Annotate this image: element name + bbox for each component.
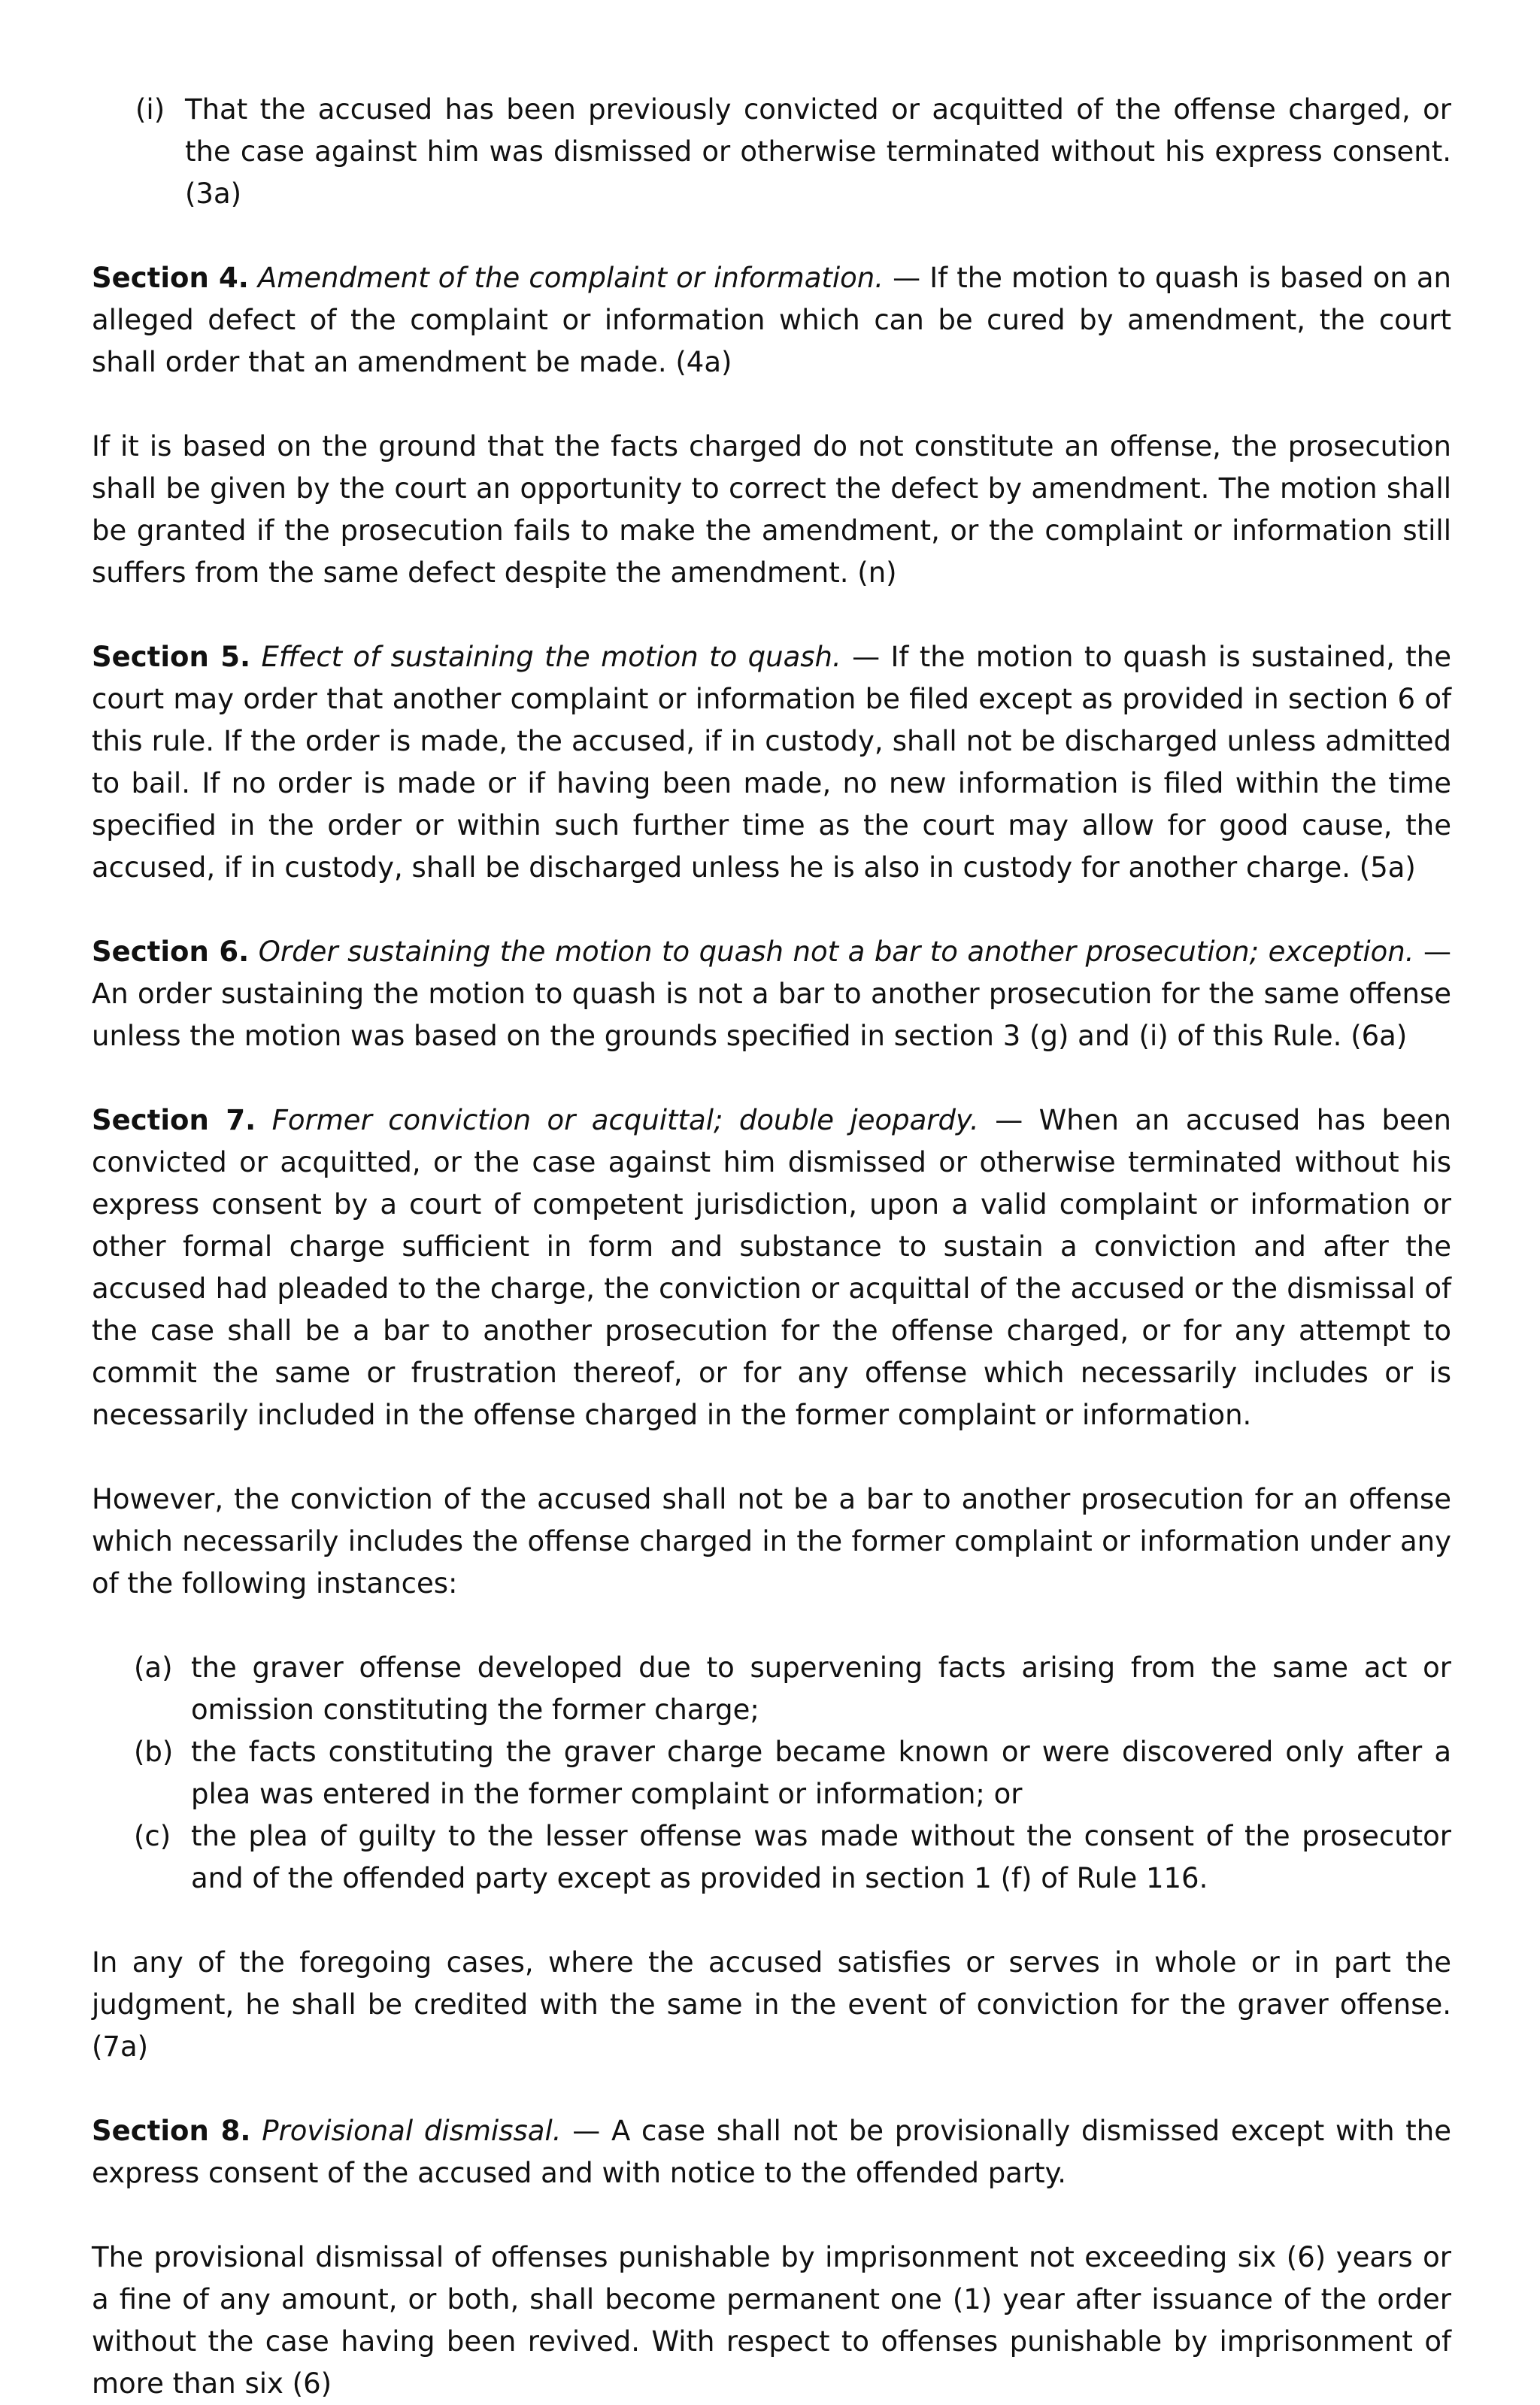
section-8-paragraph-2: The provisional dismissal of offenses punishable by imprisonment not exceeding six (6) years or a fine of any amount, or both, shall become permanent one (1) year after issuance of the order without the case having been revived. With respect to offenses punishable by imprisonment of more than six (6) xyxy=(92,2241,1451,2400)
section-8-paragraph xyxy=(92,2110,1451,2194)
list-item-i xyxy=(135,89,1451,215)
list-item-label: (a) xyxy=(134,1651,173,1684)
document-page xyxy=(92,89,1451,2405)
list-item-b xyxy=(134,1731,1451,1815)
list-item-label: (b) xyxy=(134,1736,174,1768)
section-4-body: — If the motion to quash is based on an alleged defect of the complaint or information which can be cured by amendment, the court shall order that an amendment be made. (4a) xyxy=(92,262,1452,378)
section-4-label: Section 4. xyxy=(92,262,249,294)
section-7-paragraph-2: However, the conviction of the accused shall not be a bar to another prosecution for an offense which necessarily includes the offense charged in the former complaint or information under any of the following instances: xyxy=(92,1483,1451,1600)
section-6-title: Order sustaining the motion to quash not a bar to another prosecution; exception. xyxy=(258,936,1414,968)
list-item-a xyxy=(134,1647,1451,1731)
section-6-paragraph xyxy=(92,931,1451,1057)
list-item-text: the facts constituting the graver charge became known or were discovered only after a plea was entered in the former complaint or information; or xyxy=(191,1736,1451,1810)
section-6-label: Section 6. xyxy=(92,936,250,968)
section-8-label: Section 8. xyxy=(92,2115,251,2147)
section-7-paragraph xyxy=(92,1099,1451,1436)
section-7-body: — When an accused has been convicted or acquitted, or the case against him dismissed or otherwise terminated without his express consent by a court of competent jurisdiction, upon a valid complaint or information or other formal charge sufficient in form and substance to sustain a conviction and after the accused had pleaded to the charge, the conviction or acquittal of the accused or the dismissal of the case shall be a bar to another prosecution for the offense charged, or for any attempt to commit the same or frustration thereof, or for any offense which necessarily includes or is necessarily included in the offense charged in the former complaint or information. xyxy=(92,1104,1451,1431)
section-5-label: Section 5. xyxy=(92,641,251,673)
section-5-body: — If the motion to quash is sustained, the court may order that another complaint or information be filed except as provided in section 6 of this rule. If the order is made, the accused, if in custody, shall not be discharged unless admitted to bail. If no order is made or if having been made, no new information is filed within the time specified in the order or within such further time as the court may allow for good cause, the accused, if in custody, shall be discharged unless he is also in custody for another charge. (5a) xyxy=(92,641,1451,884)
section-8-title: Provisional dismissal. xyxy=(262,2115,562,2147)
list-item-text: the plea of guilty to the lesser offense was made without the consent of the prosecutor and of the offended party except as provided in section 1 (f) of Rule 116. xyxy=(191,1820,1451,1894)
section-5-paragraph xyxy=(92,636,1451,889)
section-5-title: Effect of sustaining the motion to quash. xyxy=(261,641,841,673)
section-4-paragraph xyxy=(92,257,1451,384)
section-4-paragraph-2: If it is based on the ground that the facts charged do not constitute an offense, the prosecution shall be given by the court an opportunity to correct the defect by amendment. The motion shall be granted if the prosecution fails to make the amendment, or the complaint or information still suffers from the same defect despite the amendment. (n) xyxy=(92,430,1451,589)
list-item-label: (i) xyxy=(135,93,165,126)
section-8-body: — A case shall not be provisionally dismissed except with the express consent of the accused and with notice to the offended party. xyxy=(92,2115,1451,2189)
section-7-label: Section 7. xyxy=(92,1104,256,1136)
list-item-c xyxy=(134,1815,1451,1900)
section-6-body: — An order sustaining the motion to quash is not a bar to another prosecution for the same offense unless the motion was based on the grounds specified in section 3 (g) and (i) of this Rule. (6a) xyxy=(92,936,1451,1052)
list-item-label: (c) xyxy=(134,1820,171,1852)
section-7-title: Former conviction or acquittal; double jeopardy. xyxy=(271,1104,979,1136)
section-7-list xyxy=(92,1647,1451,1900)
section-7-paragraph-3: In any of the foregoing cases, where the accused satisfies or serves in whole or in part the judgment, he shall be credited with the same in the event of conviction for the graver offense. (7a) xyxy=(92,1946,1451,2063)
list-item-text: the graver offense developed due to supervening facts arising from the same act or omission constituting the former charge; xyxy=(191,1651,1451,1726)
section-4-title: Amendment of the complaint or information. xyxy=(257,262,884,294)
list-item-text: That the accused has been previously convicted or acquitted of the offense charged, or the case against him was dismissed or otherwise terminated without his express consent. (3a) xyxy=(185,93,1451,210)
